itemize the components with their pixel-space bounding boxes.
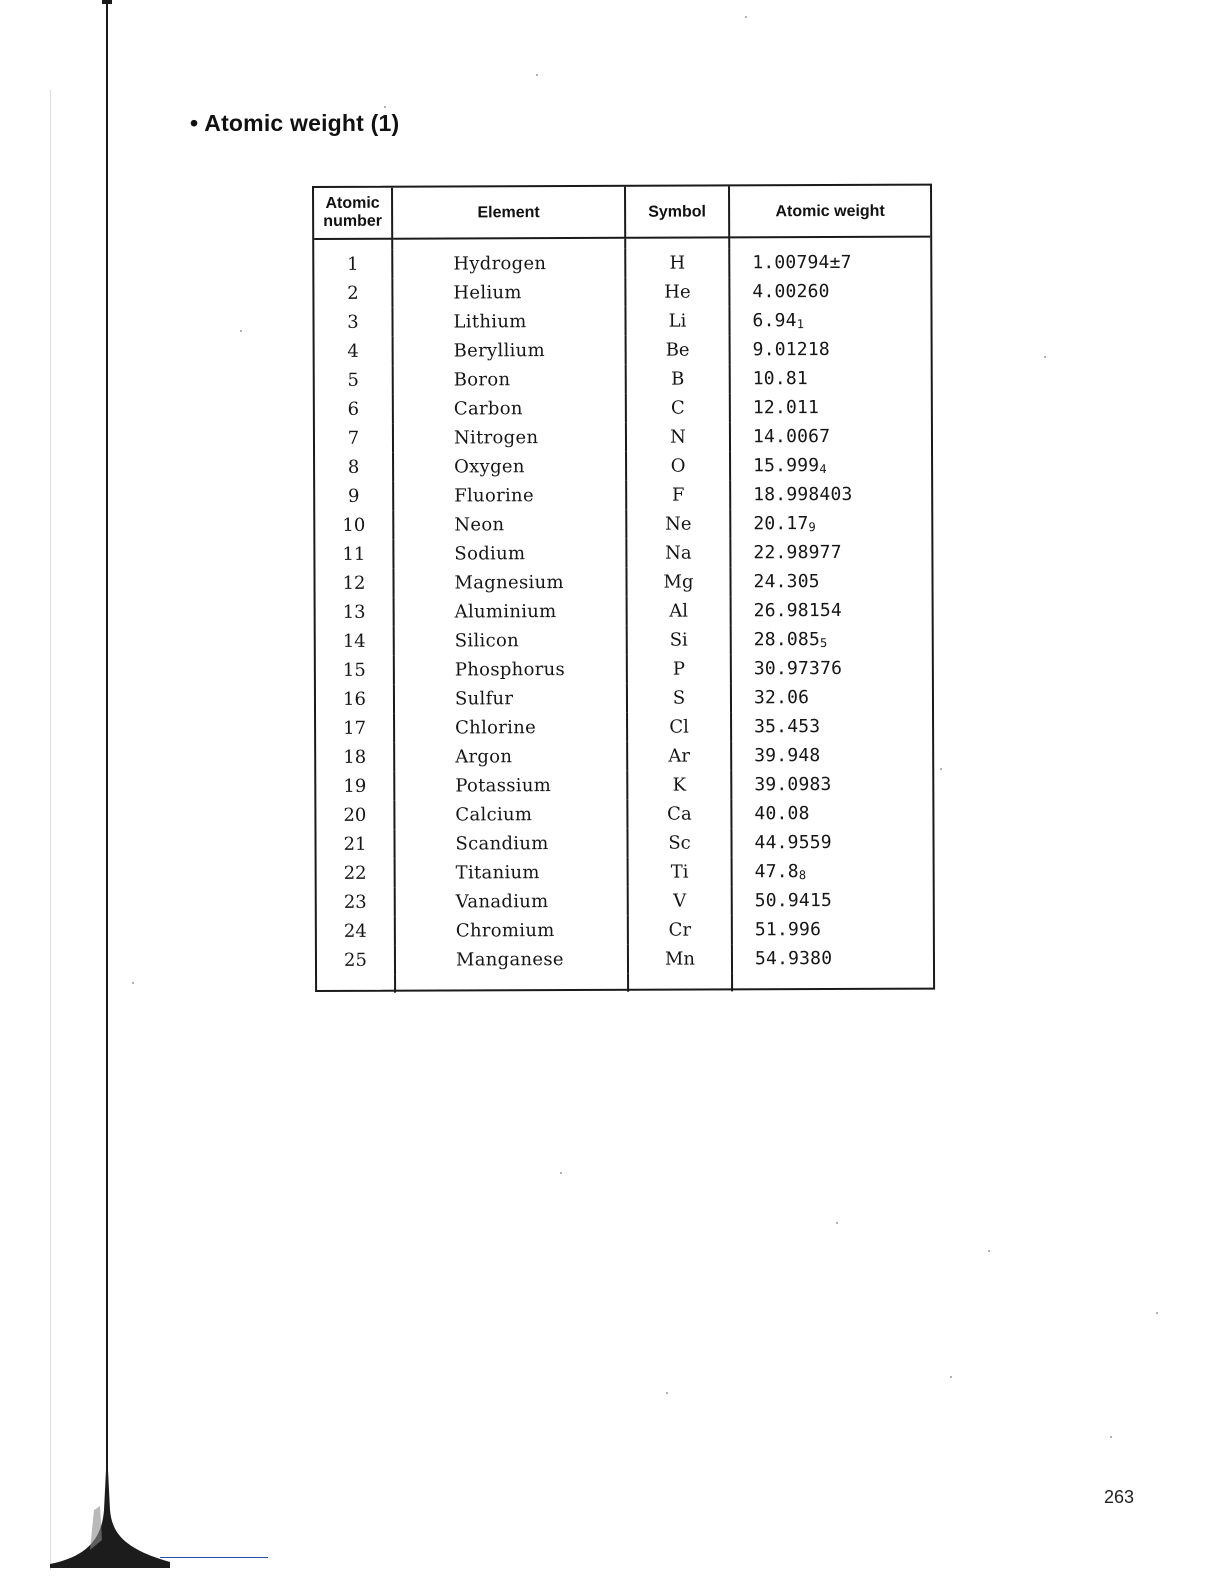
scan-speck <box>1156 1312 1158 1314</box>
header-atomic-number-line1: Atomic <box>325 194 380 212</box>
atomic-weight-value: 54.9380 <box>754 948 833 970</box>
cell-element: Calcium <box>394 800 627 830</box>
header-atomic-number-line2: number <box>323 212 382 230</box>
scan-speck <box>384 106 386 108</box>
atomic-weight-value: 26.98154 <box>753 599 842 622</box>
atomic-weight-value: 1.00794±7 <box>752 251 852 274</box>
cell-atomic-number: 16 <box>316 685 394 714</box>
cell-atomic-number: 4 <box>315 337 393 366</box>
table-row <box>317 857 933 888</box>
cell-atomic-weight <box>731 828 932 858</box>
cell-element: Aluminium <box>394 597 627 627</box>
cell-atomic-number: 15 <box>316 656 394 685</box>
cell-symbol: Mn <box>628 944 732 973</box>
table-row <box>315 509 931 540</box>
atomic-weight-value: 35.453 <box>754 716 821 738</box>
cell-symbol: Ti <box>628 857 732 886</box>
cell-element: Carbon <box>393 394 626 424</box>
cell-atomic-number: 18 <box>316 743 394 772</box>
atomic-weight-value: 15.999 <box>753 455 820 477</box>
cell-atomic-weight <box>731 625 932 655</box>
cell-atomic-weight <box>731 712 932 742</box>
cell-atomic-weight <box>729 306 930 336</box>
header-atomic-weight: Atomic weight <box>729 186 930 238</box>
cell-element: Magnesium <box>393 568 626 598</box>
cell-symbol: V <box>628 886 732 915</box>
scan-speck <box>240 330 242 332</box>
cell-atomic-number: 25 <box>317 946 395 975</box>
cell-atomic-number: 19 <box>316 772 394 801</box>
table-row <box>317 886 933 917</box>
table-row <box>315 538 931 569</box>
cell-atomic-weight <box>730 480 931 510</box>
table-row <box>315 393 931 424</box>
table-body <box>314 237 933 993</box>
cell-atomic-number: 3 <box>314 308 392 337</box>
atomic-weight-value: 44.9559 <box>754 832 832 854</box>
cell-symbol: K <box>627 770 731 799</box>
cell-symbol: S <box>627 683 731 712</box>
table-row <box>315 364 931 395</box>
table-row <box>315 567 931 598</box>
cell-atomic-number: 20 <box>316 801 394 830</box>
table-row <box>315 451 931 482</box>
cell-element: Oxygen <box>393 452 626 482</box>
cell-symbol: He <box>625 277 729 306</box>
table-row <box>316 596 932 627</box>
cell-atomic-weight <box>730 393 931 423</box>
atomic-weight-value: 32.06 <box>753 687 810 709</box>
cell-atomic-weight <box>731 770 932 800</box>
cell-atomic-number: 21 <box>316 830 394 859</box>
cell-atomic-number: 23 <box>317 888 395 917</box>
atomic-weight-value: 47.8 <box>754 861 799 883</box>
atomic-weight-uncertainty-digit: 5 <box>819 636 828 651</box>
cell-symbol: C <box>626 393 730 422</box>
cell-element: Manganese <box>395 945 628 975</box>
table-row <box>316 683 932 714</box>
table-row <box>316 770 932 801</box>
scan-speck <box>988 1250 990 1252</box>
atomic-weight-value: 39.948 <box>754 745 821 767</box>
cell-atomic-number: 14 <box>316 627 394 656</box>
scan-speck <box>1110 1436 1112 1438</box>
atomic-weight-table <box>314 186 933 993</box>
atomic-weight-uncertainty-digit: 4 <box>819 462 827 477</box>
cell-element: Vanadium <box>395 887 628 917</box>
cell-element: Potassium <box>394 771 627 801</box>
atomic-weight-value: 51.996 <box>754 919 822 941</box>
page-title <box>190 110 399 137</box>
atomic-weight-value: 20.17 <box>753 513 809 535</box>
scan-speck <box>950 1376 952 1378</box>
title-bullet: • <box>190 110 199 136</box>
table-row <box>316 741 932 772</box>
cell-element: Sodium <box>393 539 626 569</box>
cell-atomic-weight <box>731 683 932 713</box>
cell-atomic-number: 12 <box>315 569 393 598</box>
cell-atomic-number: 10 <box>315 511 393 540</box>
atomic-weight-uncertainty-digit: 1 <box>796 317 805 332</box>
atomic-weight-uncertainty-digit: 9 <box>808 520 816 535</box>
title-text: Atomic weight (1) <box>204 110 400 136</box>
table-row <box>316 799 932 830</box>
cell-atomic-number: 13 <box>316 598 394 627</box>
atomic-weight-uncertainty-digit: 8 <box>798 868 807 883</box>
cell-symbol: Na <box>626 538 730 567</box>
cell-atomic-number: 9 <box>315 482 393 511</box>
cell-atomic-weight <box>731 654 932 684</box>
cell-atomic-weight <box>731 596 932 626</box>
cell-element: Neon <box>393 510 626 540</box>
page-number: 263 <box>1104 1487 1135 1507</box>
table-row <box>317 915 933 946</box>
atomic-weight-value: 30.97376 <box>753 657 843 680</box>
cell-symbol: Al <box>627 596 731 625</box>
table-row <box>314 306 930 337</box>
cell-atomic-weight <box>730 422 931 452</box>
cell-atomic-weight <box>732 857 933 887</box>
cell-symbol: Ar <box>627 741 731 770</box>
table-row <box>315 422 931 453</box>
cell-symbol: Sc <box>627 828 731 857</box>
cell-element: Chlorine <box>394 713 627 743</box>
cell-atomic-weight <box>730 567 931 597</box>
cell-element: Hydrogen <box>392 249 625 279</box>
cell-symbol: Ne <box>626 509 730 538</box>
scan-speck <box>132 982 134 984</box>
table-row <box>314 277 930 308</box>
cell-element: Chromium <box>395 916 628 946</box>
cell-element: Phosphorus <box>394 655 627 685</box>
header-element: Element <box>392 187 625 239</box>
atomic-weight-value: 28.085 <box>753 629 821 651</box>
table-row <box>315 480 931 511</box>
cell-atomic-number: 2 <box>314 279 392 308</box>
cell-atomic-weight <box>730 509 931 539</box>
cell-symbol: Be <box>626 335 730 364</box>
binding-top-mark <box>102 0 112 4</box>
cell-element: Titanium <box>395 858 628 888</box>
header-atomic-number <box>314 188 392 239</box>
cell-element: Scandium <box>394 829 627 859</box>
scan-speck <box>536 74 538 76</box>
cell-symbol: Ca <box>627 799 731 828</box>
cell-atomic-number: 7 <box>315 424 393 453</box>
cell-atomic-weight <box>730 538 931 568</box>
cell-element: Fluorine <box>393 481 626 511</box>
cell-atomic-weight <box>732 915 933 945</box>
cell-atomic-weight <box>729 248 930 278</box>
scan-speck <box>1044 356 1046 358</box>
header-symbol: Symbol <box>625 186 729 237</box>
cell-atomic-weight <box>730 335 931 365</box>
cell-element: Lithium <box>392 307 625 337</box>
cell-atomic-weight <box>730 364 931 394</box>
atomic-weight-value: 22.98977 <box>753 541 842 564</box>
cell-atomic-number: 6 <box>315 395 393 424</box>
binding-foot-artifact <box>50 1470 170 1570</box>
cell-symbol: Si <box>627 625 731 654</box>
cell-atomic-weight <box>729 277 930 307</box>
table-row <box>314 248 930 279</box>
cell-atomic-weight <box>731 741 932 771</box>
cell-symbol: B <box>626 364 730 393</box>
bottom-rule <box>160 1557 268 1558</box>
cell-element: Beryllium <box>393 336 626 366</box>
table-spacer-bottom <box>317 973 933 993</box>
table-header-row <box>314 186 930 239</box>
cell-element: Silicon <box>394 626 627 656</box>
cell-symbol: Cr <box>628 915 732 944</box>
cell-atomic-number: 17 <box>316 714 394 743</box>
atomic-weight-value: 24.305 <box>753 571 820 593</box>
cell-element: Argon <box>394 742 627 772</box>
cell-atomic-weight <box>730 451 931 481</box>
scan-speck <box>560 1172 562 1174</box>
cell-atomic-number: 1 <box>314 250 392 279</box>
table-row <box>316 828 932 859</box>
atomic-weight-value: 14.0067 <box>752 426 831 448</box>
atomic-weight-value: 4.00260 <box>752 281 830 303</box>
scan-speck <box>745 16 747 18</box>
binding-line <box>106 0 108 1550</box>
atomic-weight-value: 9.01218 <box>752 339 830 361</box>
atomic-weight-value: 6.94 <box>752 310 797 332</box>
scan-speck <box>940 768 942 770</box>
cell-atomic-weight <box>732 944 933 974</box>
cell-symbol: N <box>626 422 730 451</box>
atomic-weight-table-frame <box>312 184 935 992</box>
cell-atomic-number: 8 <box>315 453 393 482</box>
cell-element: Boron <box>393 365 626 395</box>
atomic-weight-value: 12.011 <box>752 397 820 419</box>
cell-atomic-number: 5 <box>315 366 393 395</box>
cell-symbol: P <box>627 654 731 683</box>
cell-element: Nitrogen <box>393 423 626 453</box>
atomic-weight-value: 40.08 <box>754 803 810 825</box>
table-row <box>315 335 931 366</box>
cell-symbol: Li <box>625 306 729 335</box>
cell-symbol: H <box>625 248 729 277</box>
cell-element: Sulfur <box>394 684 627 714</box>
cell-atomic-number: 22 <box>317 859 395 888</box>
cell-atomic-number: 24 <box>317 917 395 946</box>
table-row <box>316 625 932 656</box>
atomic-weight-value: 18.998403 <box>753 483 853 506</box>
cell-symbol: Cl <box>627 712 731 741</box>
atomic-weight-value: 50.9415 <box>754 890 833 912</box>
cell-atomic-weight <box>731 799 932 829</box>
atomic-weight-value: 10.81 <box>752 368 808 390</box>
cell-symbol: Mg <box>626 567 730 596</box>
cell-symbol: F <box>626 480 730 509</box>
cell-atomic-weight <box>732 886 933 916</box>
cell-element: Helium <box>392 278 625 308</box>
table-row <box>316 654 932 685</box>
atomic-weight-value: 39.0983 <box>754 774 832 796</box>
cell-atomic-number: 11 <box>315 540 393 569</box>
scan-speck <box>666 1392 668 1394</box>
table-row <box>317 944 933 975</box>
binding-shadow-line <box>50 90 51 1570</box>
scan-speck <box>836 1222 838 1224</box>
cell-symbol: O <box>626 451 730 480</box>
table-row <box>316 712 932 743</box>
